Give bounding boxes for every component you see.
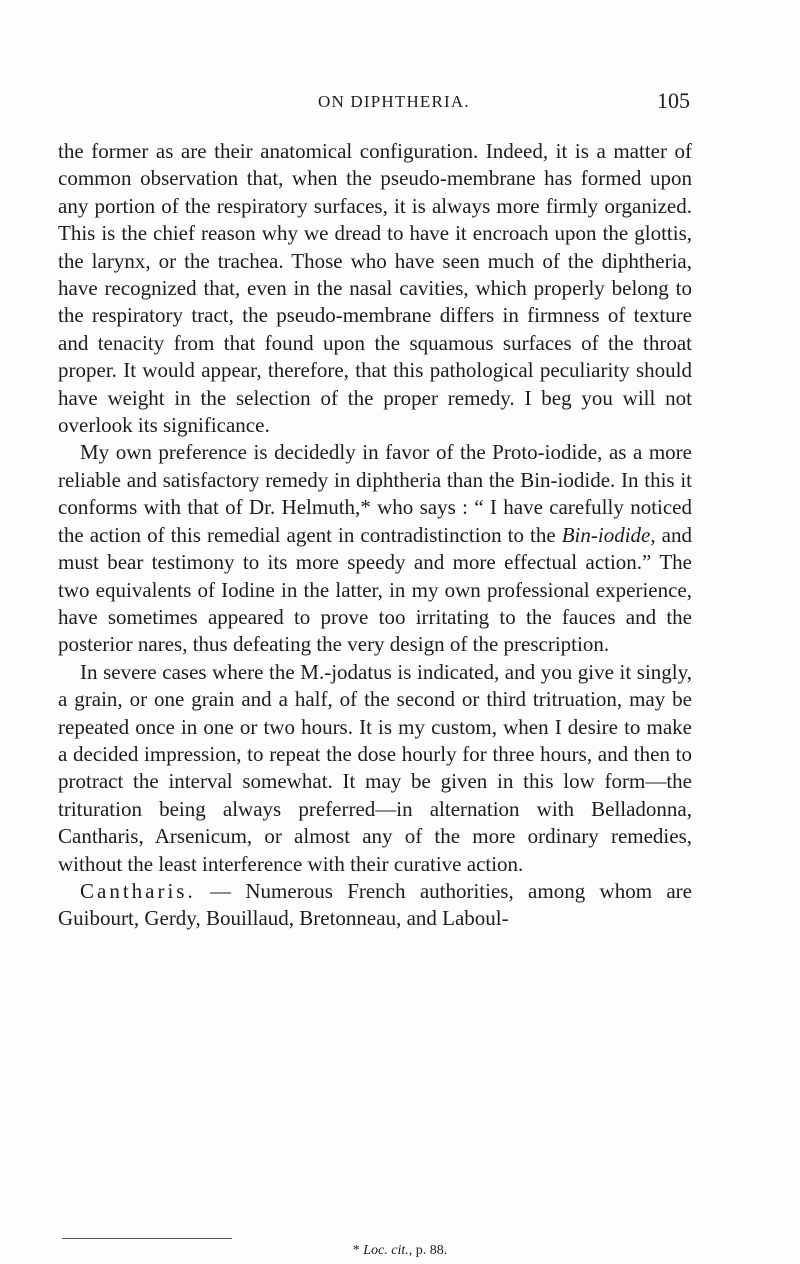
footnote bbox=[0, 1243, 800, 1259]
running-head bbox=[58, 88, 690, 118]
page-number: 105 bbox=[657, 88, 690, 113]
body-text bbox=[58, 138, 692, 933]
paragraph-proto-iodide bbox=[58, 439, 692, 658]
footnote-page: , p. 88. bbox=[408, 1243, 448, 1258]
running-title: ON DIPHTHERIA. bbox=[318, 92, 470, 111]
paragraph-continued: the former as are their anatomical configuration. Indeed, it is a matter of common observation that, when the pseudo-membrane has formed upon any portion of the respiratory surfaces, it is always more firmly organized. This is the chief reason why we dread to have it encroach upon the glottis, the larynx, or the trachea. Those who have seen much of the diphtheria, have recognized that, even in the nasal cavities, which properly belong to the respiratory tract, the pseudo-membrane differs in firmness of texture and tenacity from that found upon the squamous surfaces of the throat proper. It would appear, therefore, that this pathological peculiarity should have weight in the selection of the proper remedy. I beg you will not overlook its significance. bbox=[58, 139, 692, 438]
paragraph-text: — Numerous French authorities, among whom are Guibourt, Gerdy, Bouillaud, Bretonneau, and Laboul- bbox=[58, 878, 692, 931]
paragraph-text: , and must bear testimony to its more speedy and more effectual action.” The two equivalents of Iodine in the latter, in my own professional experience, have sometimes appeared to prove too irritating to the fauces and the posterior nares, thus defeating the very design of the prescription. bbox=[58, 522, 692, 657]
footnote-citation: Loc. cit. bbox=[363, 1243, 409, 1258]
footnote-marker: * bbox=[352, 1243, 364, 1258]
paragraph-text: My own preference is decidedly in favor of the Proto-iodide, as a more reliable and satisfactory remedy in diphtheria than the Bin-iodide. In this it conforms with that of Dr. Helmuth,* who says : “ I have carefully noticed the action of this remedial agent in contradistinction to the bbox=[58, 440, 692, 547]
italic-term: Bin-iodide bbox=[561, 522, 651, 547]
section-heading: Cantharis. bbox=[80, 878, 196, 903]
footnote-rule bbox=[62, 1238, 232, 1239]
paragraph-cantharis bbox=[58, 878, 692, 933]
paragraph-dosage: In severe cases where the M.-jodatus is indicated, and you give it singly, a grain, or one grain and a half, of the second or third tritruation, may be repeated once in one or two hours. It is my custom, when I desire to make a decided impression, to repeat the dose hourly for three hours, and then to protract the interval somewhat. It may be given in this low form—the trituration being always preferred—in alternation with Belladonna, Cantharis, Arsenicum, or almost any of the more ordinary remedies, without the least interference with their curative action. bbox=[58, 659, 692, 876]
